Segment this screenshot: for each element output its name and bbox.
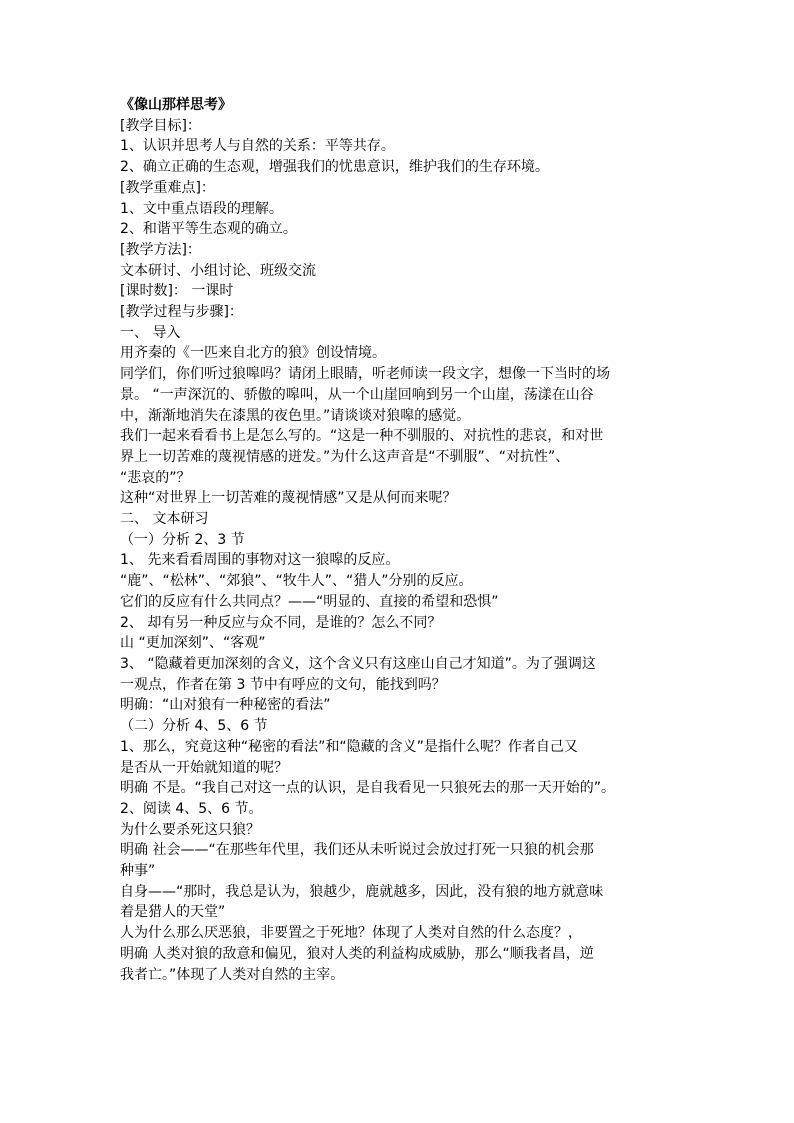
- text-line: 2、 却有另一种反应与众不同，是谁的？怎么不同？: [120, 614, 442, 631]
- text-line: [课时数]： 一课时: [120, 283, 234, 300]
- text-line: 种事”: [120, 863, 156, 880]
- text-line: [教学目标]：: [120, 117, 201, 134]
- text-line: [教学过程与步骤]：: [120, 304, 243, 321]
- text-line: 明确 不是。“我自己对这一点的认识，是自我看见一只狼死去的那一天开始的”。: [120, 780, 615, 797]
- text-line: 自身——“那时，我总是认为，狼越少，鹿就越多，因此，没有狼的地方就意味: [120, 883, 604, 900]
- document-body: [120, 95, 680, 985]
- text-line: 界上一切苦难的蔑视情感的迸发。”为什么这声音是“不驯服”、“对抗性”、: [120, 448, 570, 465]
- text-line: 一、 导入: [120, 324, 181, 341]
- document-lines: [120, 116, 680, 986]
- document-title: 《像山那样思考》: [120, 97, 232, 113]
- text-line: 景。 “一声深沉的、骄傲的嗥叫，从一个山崖回响到另一个山崖，荡漾在山谷: [120, 386, 594, 403]
- text-line: [教学重难点]：: [120, 179, 215, 196]
- text-line: （一）分析 2、3 节: [120, 531, 245, 548]
- text-line: 用齐秦的《一匹来自北方的狼》创设情境。: [120, 345, 386, 362]
- text-line: 1、认识并思考人与自然的关系：平等共存。: [120, 138, 395, 155]
- text-line: 这种“对世界上一切苦难的蔑视情感”又是从何而来呢？: [120, 490, 457, 507]
- text-line: 山 “更加深刻”、“客观”: [120, 635, 266, 652]
- text-line: 为什么要杀死这只狼？: [120, 821, 260, 838]
- text-line: 我们一起来看看书上是怎么写的。“这是一种不驯服的、对抗性的悲哀，和对世: [120, 428, 604, 445]
- text-line: 它们的反应有什么共同点？——“明显的、直接的希望和恐惧”: [120, 593, 499, 610]
- text-line: 明确 人类对狼的敌意和偏见，狼对人类的利益构成威胁，那么“顺我者昌，逆: [120, 945, 594, 962]
- text-line: “悲哀的”？: [120, 469, 191, 486]
- text-line: 中，渐渐地消失在漆黑的夜色里。”请谈谈对狼嗥的感觉。: [120, 407, 471, 424]
- text-line: 1、文中重点语段的理解。: [120, 200, 283, 217]
- text-line: 着是猎人的天堂”: [120, 904, 226, 921]
- text-line: （二）分析 4、5、6 节: [120, 718, 268, 735]
- text-line: 人为什么那么厌恶狼，非要置之于死地？体现了人类对自然的什么态度？，: [120, 925, 582, 942]
- text-line: 文本研讨、小组讨论、班级交流: [120, 262, 316, 279]
- text-line: [教学方法]：: [120, 241, 201, 258]
- text-line: 1、 先来看看周围的事物对这一狼嗥的反应。: [120, 552, 400, 569]
- text-line: 2、确立正确的生态观，增强我们的忧患意识，维护我们的生存环境。: [120, 159, 549, 176]
- text-line: 我者亡。”体现了人类对自然的主宰。: [120, 966, 345, 983]
- text-line: 2、和谐平等生态观的确立。: [120, 221, 297, 238]
- text-line: 明确 社会——“在那些年代里，我们还从未听说过会放过打死一只狼的机会那: [120, 842, 594, 859]
- text-line: 2、阅读 4、5、6 节。: [120, 800, 263, 817]
- text-line: 3、 “隐藏着更加深刻的含义，这个含义只有这座山自己才知道”。为了强调这: [120, 655, 596, 672]
- text-line: 是否从一开始就知道的呢？: [120, 759, 288, 776]
- text-line: 二、 文本研习: [120, 511, 209, 528]
- text-line: 1、那么，究竟这种“秘密的看法”和“隐藏的含义”是指什么呢？作者自己又: [120, 738, 578, 755]
- text-line: 明确：“山对狼有一种秘密的看法”: [120, 697, 331, 714]
- text-line: “鹿”、“松林”、“郊狼”、“牧牛人”、“猎人”分别的反应。: [120, 573, 473, 590]
- text-line: 一观点，作者在第 3 节中有呼应的文句，能找到吗？: [120, 676, 446, 693]
- text-line: 同学们，你们听过狼嗥吗？请闭上眼睛，听老师读一段文字，想像一下当时的场: [120, 366, 610, 383]
